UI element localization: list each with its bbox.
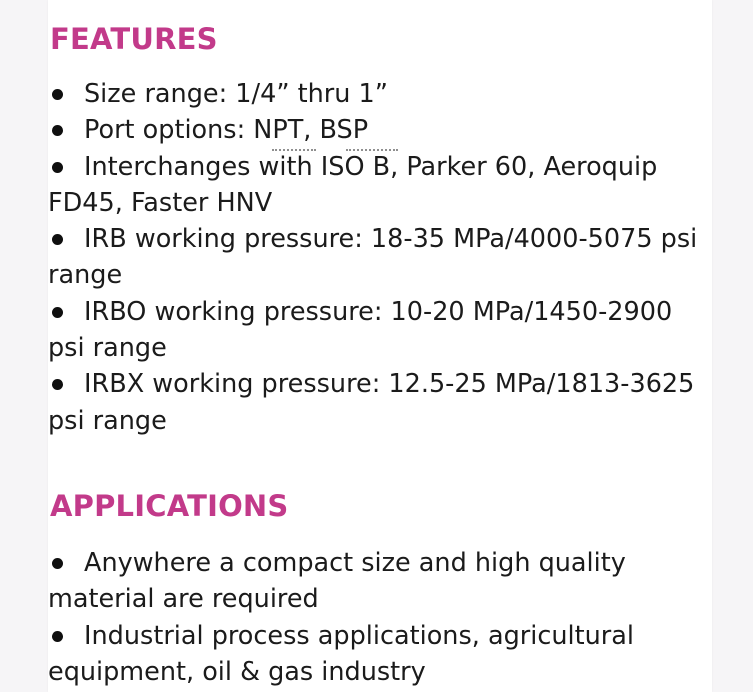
feature-irb-pressure: IRB working pressure: 18-35 MPa/4000-5075 psi range	[48, 224, 698, 291]
list-item	[48, 112, 712, 148]
bullet-icon	[52, 89, 63, 100]
list-item	[48, 149, 712, 222]
applications-heading: APPLICATIONS	[50, 489, 289, 523]
list-item	[48, 366, 712, 439]
bullet-icon	[52, 558, 63, 569]
list-item	[48, 618, 712, 691]
bullet-icon	[52, 379, 63, 390]
bullet-icon	[52, 631, 63, 642]
application-industrial: Industrial process applications, agricultural equipment, oil & gas industry	[48, 620, 634, 687]
feature-interchanges: Interchanges with ISO B, Parker 60, Aeroquip FD45, Faster HNV	[48, 151, 658, 218]
spellcheck-underline	[272, 149, 316, 151]
applications-list	[48, 545, 712, 690]
features-heading: FEATURES	[50, 22, 218, 56]
bullet-icon	[52, 125, 63, 136]
feature-irbx-pressure: IRBX working pressure: 12.5-25 MPa/1813-3625 psi range	[48, 369, 695, 436]
list-item	[48, 221, 712, 294]
list-item	[48, 294, 712, 367]
feature-port-options: Port options: NPT, BSP	[84, 115, 369, 146]
feature-irbo-pressure: IRBO working pressure: 10-20 MPa/1450-2900 psi range	[48, 296, 673, 364]
features-list	[48, 76, 712, 439]
content-panel	[48, 0, 712, 692]
application-compact-size: Anywhere a compact size and high quality material are required	[48, 548, 626, 615]
bullet-icon	[52, 234, 63, 245]
spellcheck-underline	[346, 149, 398, 151]
bullet-icon	[52, 162, 63, 173]
feature-size-range: Size range: 1/4” thru 1”	[84, 79, 388, 109]
list-item	[48, 545, 712, 618]
bullet-icon	[52, 307, 63, 318]
list-item	[48, 76, 712, 112]
